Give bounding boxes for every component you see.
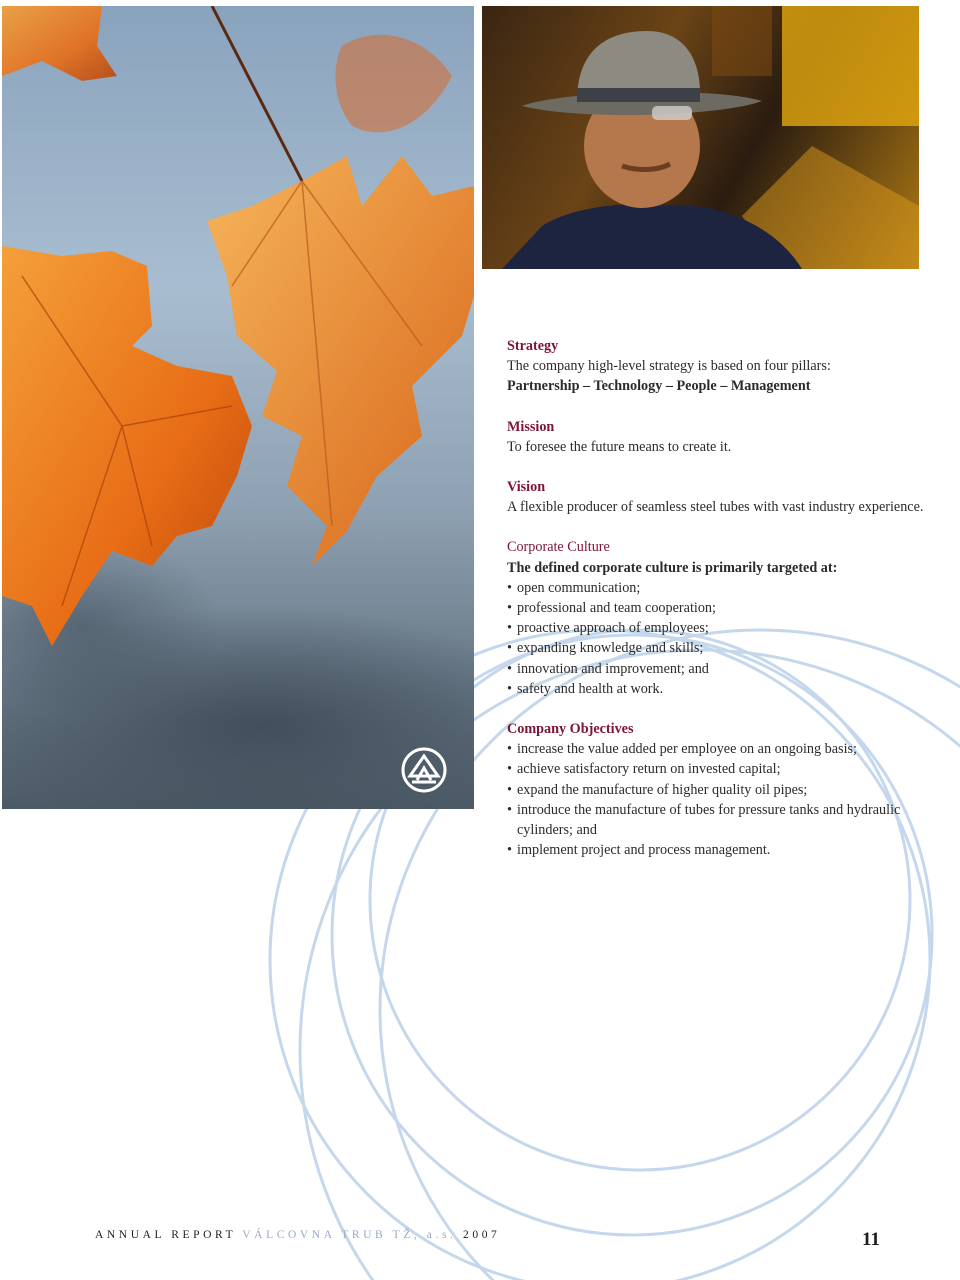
- list-item: • achieve satisfactory return on invested capital;: [507, 759, 927, 779]
- culture-section: [507, 537, 927, 699]
- culture-heading: Corporate Culture: [507, 539, 610, 556]
- footer-company-name: VÁLCOVNA TRUB TŽ, a.s.: [242, 1229, 457, 1241]
- list-item: • safety and health at work.: [507, 679, 927, 699]
- list-item: • professional and team cooperation;: [507, 598, 927, 618]
- footer-year: 2007: [463, 1229, 501, 1241]
- company-logo-icon: [400, 746, 448, 794]
- list-item: • introduce the manufacture of tubes for pressure tanks and hydraulic cylinders; and: [507, 800, 927, 840]
- culture-intro: The defined corporate culture is primarily targeted at:: [507, 559, 838, 576]
- leaves-illustration: [2, 6, 474, 809]
- vision-heading: Vision: [507, 479, 546, 496]
- list-item: • open communication;: [507, 578, 927, 598]
- objectives-section: [507, 719, 927, 860]
- strategy-section: [507, 336, 927, 397]
- objectives-list: [507, 739, 927, 860]
- page-footer: [95, 1229, 500, 1241]
- list-item: • proactive approach of employees;: [507, 618, 927, 638]
- mission-section: [507, 417, 927, 457]
- strategy-heading: Strategy: [507, 338, 559, 354]
- culture-list: [507, 578, 927, 699]
- list-item: • expand the manufacture of higher quality oil pipes;: [507, 780, 927, 800]
- strategy-pillars: Partnership – Technology – People – Management: [507, 378, 811, 395]
- worker-illustration: [482, 6, 919, 269]
- vision-section: [507, 477, 927, 517]
- objectives-heading: Company Objectives: [507, 721, 634, 738]
- steel-worker-photo: [482, 6, 919, 269]
- list-item: • innovation and improvement; and: [507, 659, 927, 679]
- footer-report-label: ANNUAL REPORT: [95, 1229, 236, 1241]
- list-item: • increase the value added per employee on an ongoing basis;: [507, 739, 927, 759]
- mission-text: To foresee the future means to create it.: [507, 438, 732, 455]
- content-column: [507, 336, 927, 880]
- page-number: 11: [862, 1229, 880, 1250]
- strategy-text: The company high-level strategy is based on four pillars:: [507, 358, 831, 375]
- list-item: • expanding knowledge and skills;: [507, 638, 927, 658]
- autumn-leaves-photo: [2, 6, 474, 809]
- list-item: • implement project and process management.: [507, 840, 927, 860]
- vision-text: A flexible producer of seamless steel tubes with vast industry experience.: [507, 499, 924, 516]
- mission-heading: Mission: [507, 418, 555, 435]
